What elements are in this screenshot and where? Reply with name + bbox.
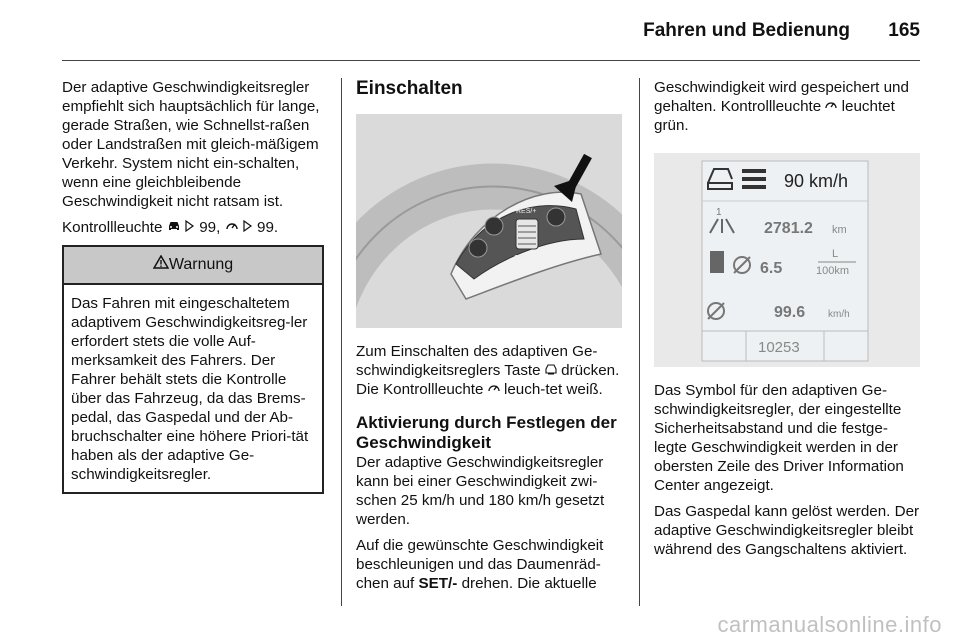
page-header (62, 18, 920, 50)
column-divider (639, 78, 640, 606)
speed-range-paragraph: Der adaptive Geschwindigkeitsregler kann bei einer Geschwindigkeit zwi-schen 25 km/h und 180 km/h gesetzt werden. (356, 454, 605, 528)
dic-trip-value: 2781.2 (764, 220, 813, 237)
column-divider (341, 78, 342, 606)
set-speed-paragraph: Auf die gewünschte Geschwindigkeit beschleunigen und das Daumenräd-chen auf SET/- drehen. Die aktuelle (356, 537, 604, 592)
dic-fuel-unit-top: L (832, 248, 839, 260)
cruise-control-icon (225, 218, 239, 237)
warning-header (64, 247, 322, 285)
dic-fuel-unit-bottom: 100km (816, 265, 850, 277)
accelerator-paragraph: Das Gaspedal kann gelöst werden. Der adaptive Geschwindigkeitsregler bleibt während des Gangschaltens aktiviert. (654, 503, 920, 558)
page-number: 165 (888, 20, 920, 41)
cruise-control-icon (488, 380, 500, 399)
dic-average-value: 99.6 (774, 304, 806, 321)
dic-speed: 90 km/h (784, 171, 849, 191)
column-left (62, 78, 324, 494)
column-middle (356, 78, 622, 600)
warning-title: Warnung (168, 256, 234, 273)
subsection-heading: Aktivierung durch Festlegen der Geschwindigkeit (356, 413, 617, 452)
page-reference-arrow-icon (243, 218, 253, 237)
page-reference-arrow-icon (185, 218, 195, 237)
indicator-reference: Kontrollleuchte 99, 99. (62, 219, 279, 236)
set-label: SET/- (514, 255, 532, 262)
warning-text: Das Fahren mit eingeschaltetem adaptivem Geschwindigkeitsreg-ler erfordert stets die volle Auf-merksamkeit des Fahrers. Der Fahrer behält stets die Kontrolle über das Fahrzeug, da das Brems-pedal, das Gaspedal und der Ab-bruchschalter eine höhere Priori-tät haben als der adaptive Ge-schwindigkeitsregler. (71, 295, 309, 483)
activation-paragraph: Zum Einschalten des adaptiven Ge-schwindigkeitsreglers Taste drücken. Die Kontrollleuchte leuch-tet weiß. (356, 343, 620, 398)
dic-trip-unit: km (832, 224, 847, 236)
warning-box (62, 245, 324, 494)
steering-wheel-illustration (356, 114, 622, 328)
column-right (654, 78, 920, 566)
driver-information-center-illustration (654, 153, 920, 367)
header-divider (62, 60, 920, 61)
dic-odometer: 10253 (758, 339, 800, 356)
intro-paragraph: Der adaptive Geschwindigkeitsregler empfiehlt sich hauptsächlich für lange, gerade Straßen, wie Schnellst-raßen oder Landstraßen mit gleich-mäßigem Verkehr. System nicht ein-schalten, wenn eine gleichbleibende Geschwindigkeit nicht ratsam ist. (62, 79, 320, 210)
symbol-description-paragraph: Das Symbol für den adaptiven Ge-schwindigkeitsregler, der eingestellte Sicherheitsabstand und die festge-legte Geschwindigkeit werden in der obersten Zeile des Driver Information Center angezeigt. (654, 382, 904, 494)
cruise-control-icon (825, 97, 837, 116)
speed-stored-paragraph: Geschwindigkeit wird gespeichert und gehalten. Kontrollleuchte leuchtet grün. (654, 79, 909, 134)
dic-trip-number: 1 (716, 207, 722, 218)
header-title: Fahren und Bedienung (643, 20, 850, 41)
dic-average-unit: km/h (828, 309, 850, 320)
warning-triangle-icon (153, 255, 169, 274)
watermark: carmanualsonline.info (717, 612, 942, 637)
car-icon (167, 218, 181, 237)
adaptive-cruise-icon (545, 361, 557, 380)
fuel-pump-icon (710, 251, 724, 273)
res-label: RES/+ (516, 208, 537, 215)
section-heading: Einschalten (356, 78, 463, 99)
dic-fuel-value: 6.5 (760, 260, 783, 277)
